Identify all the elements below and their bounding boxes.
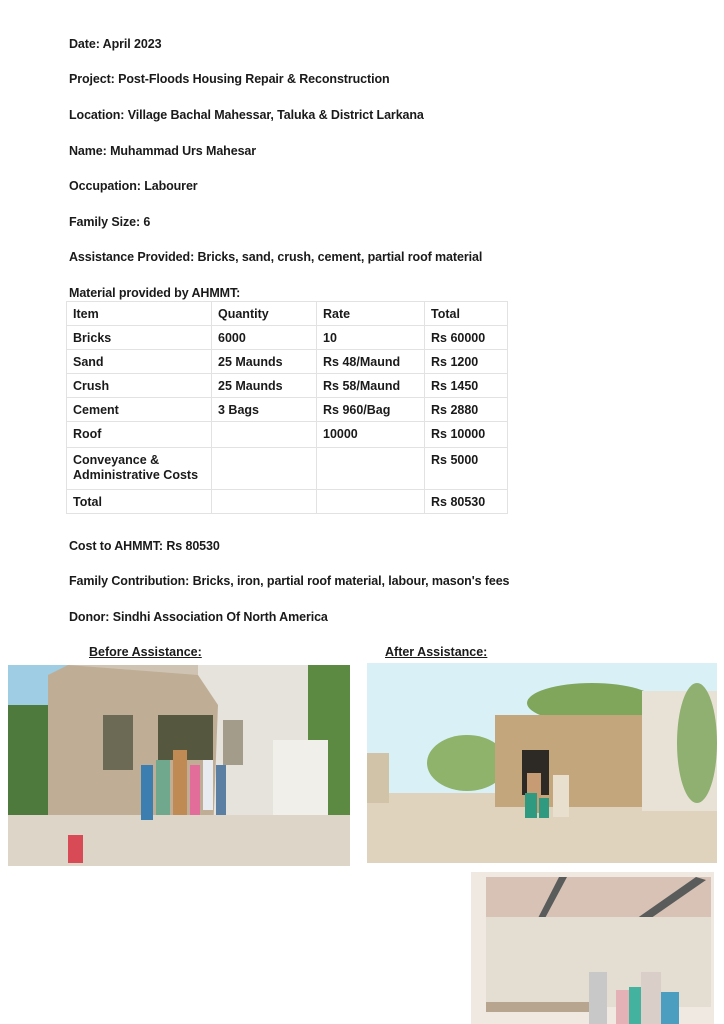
family-contribution-line: Family Contribution: Bricks, iron, partial roof material, labour, mason's fees xyxy=(69,574,510,588)
interior-photo xyxy=(471,872,714,1024)
materials-table xyxy=(66,301,508,514)
project-line: Project: Post-Floods Housing Repair & Reconstruction xyxy=(69,72,390,86)
table-cell: Rs 1200 xyxy=(425,350,508,374)
column-header: Quantity xyxy=(212,302,317,326)
table-cell: Sand xyxy=(67,350,212,374)
table-cell: Rs 58/Maund xyxy=(317,374,425,398)
table-cell xyxy=(317,490,425,514)
table-cell: 3 Bags xyxy=(212,398,317,422)
occupation-line: Occupation: Labourer xyxy=(69,179,198,193)
table-cell: Rs 960/Bag xyxy=(317,398,425,422)
before-caption: Before Assistance: xyxy=(89,645,202,659)
table-cell: 25 Maunds xyxy=(212,374,317,398)
location-line: Location: Village Bachal Mahessar, Taluka & District Larkana xyxy=(69,108,424,122)
date-line: Date: April 2023 xyxy=(69,37,162,51)
table-cell: 10 xyxy=(317,326,425,350)
after-assistance-photo xyxy=(367,663,717,863)
table-cell: 25 Maunds xyxy=(212,350,317,374)
cost-line: Cost to AHMMT: Rs 80530 xyxy=(69,539,220,553)
table-cell xyxy=(212,490,317,514)
table-cell: Bricks xyxy=(67,326,212,350)
table-row xyxy=(67,448,508,490)
column-header: Rate xyxy=(317,302,425,326)
table-cell: Rs 60000 xyxy=(425,326,508,350)
assistance-line: Assistance Provided: Bricks, sand, crush, cement, partial roof material xyxy=(69,250,483,264)
table-header-row xyxy=(67,302,508,326)
table-row xyxy=(67,398,508,422)
table-cell: Total xyxy=(67,490,212,514)
table-cell: Rs 10000 xyxy=(425,422,508,448)
table-cell: Rs 80530 xyxy=(425,490,508,514)
table-cell: Rs 48/Maund xyxy=(317,350,425,374)
table-cell: Rs 1450 xyxy=(425,374,508,398)
column-header: Total xyxy=(425,302,508,326)
table-cell: Roof xyxy=(67,422,212,448)
table-row xyxy=(67,350,508,374)
column-header: Item xyxy=(67,302,212,326)
name-line: Name: Muhammad Urs Mahesar xyxy=(69,144,257,158)
after-caption: After Assistance: xyxy=(385,645,488,659)
table-cell: 10000 xyxy=(317,422,425,448)
family-size-line: Family Size: 6 xyxy=(69,215,151,229)
table-total-row xyxy=(67,490,508,514)
table-cell: Rs 2880 xyxy=(425,398,508,422)
table-cell: Rs 5000 xyxy=(425,448,508,490)
table-cell: Crush xyxy=(67,374,212,398)
table-cell xyxy=(212,422,317,448)
table-row xyxy=(67,422,508,448)
table-row xyxy=(67,374,508,398)
materials-title: Material provided by AHMMT: xyxy=(69,286,241,300)
table-cell xyxy=(212,448,317,490)
table-cell: 6000 xyxy=(212,326,317,350)
table-cell: Conveyance & Administrative Costs xyxy=(67,448,212,490)
before-assistance-photo xyxy=(8,665,350,866)
table-row xyxy=(67,326,508,350)
donor-line: Donor: Sindhi Association Of North America xyxy=(69,610,328,624)
table-cell: Cement xyxy=(67,398,212,422)
table-cell xyxy=(317,448,425,490)
